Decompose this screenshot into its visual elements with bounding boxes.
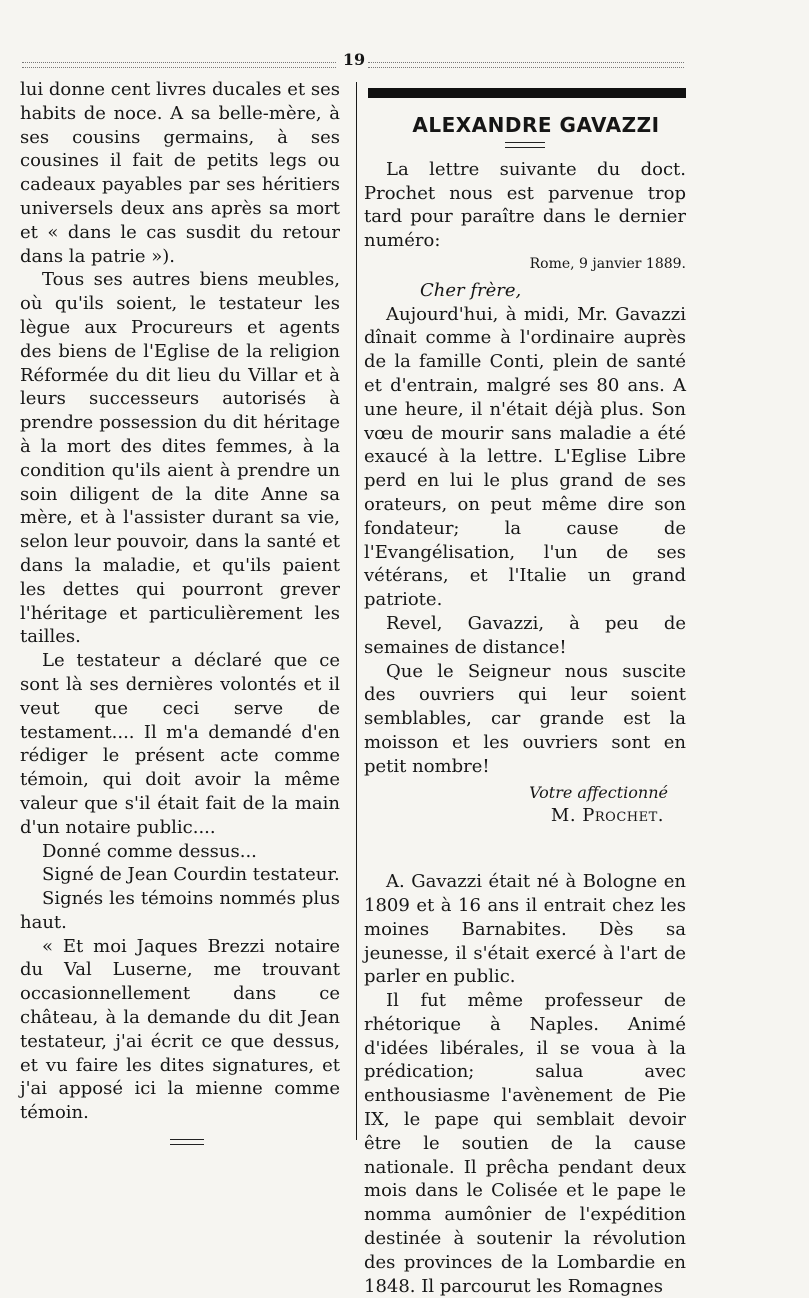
- letter-signoff: Votre affectionné: [529, 782, 668, 802]
- article-title: ALEXANDRE GAVAZZI: [412, 113, 660, 137]
- article-intro: La lettre suivante du doct. Prochet nous est parvenue trop tard pour paraître dans le dernier numéro:: [364, 158, 686, 252]
- letter-salutation: Cher frère,: [420, 279, 522, 301]
- page-number: 19: [342, 50, 366, 69]
- section-separator-bar: [368, 88, 686, 98]
- left-paragraph-5: Signé de Jean Courdin testateur.: [42, 864, 340, 886]
- letter-paragraph-3: Que le Seigneur nous suscite des ouvriers qui leur soient semblables, car grande est la moisson et les ouvriers sont en petit nombre!: [364, 660, 686, 777]
- end-of-section-mark: [170, 1139, 204, 1145]
- bio-paragraph-2: Il fut même professeur de rhétorique à Naples. Animé d'idées libérales, il se voua à la prédication; salua avec enthousiasme l'avènement de Pie IX, le pape qui semblait devoir être le soutien de la cause nationale. Il prêcha pendant deux mois dans le Colisée et le pape le nomma aumônier de l'expédition destinée à soutenir la révolution des provinces de la Lombardie en 1848. Il parcourut les Romagnes: [364, 990, 686, 1297]
- left-paragraph-4: Donné comme dessus...: [42, 840, 257, 862]
- right-column: [364, 78, 686, 1298]
- left-paragraph-1: lui donne cent livres ducales et ses habits de noce. A sa belle-mère, à ses cousins germains, à ses cousines il fait de petits legs ou cadeaux payables par ses héritiers universels deux ans après sa mort et « dans le cas susdit du retour dans la patrie »).: [20, 79, 340, 267]
- bio-paragraph-1: A. Gavazzi était né à Bologne en 1809 et à 16 ans il entrait chez les moines Barnabites. Dès sa jeunesse, il s'était exercé à l'art de parler en public.: [364, 871, 686, 988]
- section-gap: [364, 828, 686, 870]
- header-rule-left: [22, 62, 336, 68]
- column-divider: [356, 82, 357, 1140]
- left-paragraph-2: Tous ses autres biens meubles, où qu'ils soient, le testateur les lègue aux Procureurs et agents des biens de l'Eglise de la religion Réformée du dit lieu du Villar et à leurs successeurs autorisés à prendre possession du dit héritage à la mort des dites femmes, à la condition qu'ils aient à prendre un soin diligent de la dite Anne sa mère, et à l'assister durant sa vie, selon leur pouvoir, dans la santé et dans la maladie, et qu'ils paient les dettes qui pourront grever l'héritage et particulièrement les tailles.: [20, 269, 340, 648]
- letter-dateline: Rome, 9 janvier 1889.: [529, 255, 686, 272]
- left-paragraph-3: Le testateur a déclaré que ce sont là ses dernières volontés et il veut que ceci serve de testament.... Il m'a demandé d'en rédiger le présent acte comme témoin, qui doit avoir la même valeur que s'il était fait de la main d'un notaire public....: [20, 650, 340, 838]
- title-double-rule: [505, 142, 545, 148]
- left-column: [20, 78, 340, 1145]
- letter-paragraph-1: Aujourd'hui, à midi, Mr. Gavazzi dînait comme à l'ordinaire auprès de la famille Conti, plein de santé et d'entrain, malgré ses 80 ans. A une heure, il n'était déjà plus. Son vœu de mourir sans maladie a été exaucé à la lettre. L'Eglise Libre perd en lui le plus grand de ses orateurs, on peut même dire son fondateur; la cause de l'Evangélisation, l'un de ses vétérans, et l'Italie un grand patriote.: [364, 303, 686, 611]
- left-paragraph-6: Signés les témoins nommés plus haut.: [20, 888, 340, 933]
- header-rule-right: [368, 62, 684, 68]
- left-paragraph-7: « Et moi Jaques Brezzi notaire du Val Luserne, me trouvant occasionnellement dans ce château, à la demande du dit Jean testateur, j'ai écrit ce que dessus, et vu faire les dites signatures, et j'ai apposé ici la mienne comme témoin.: [20, 935, 340, 1124]
- letter-signature: M. Prochet.: [550, 805, 664, 827]
- letter-paragraph-2: Revel, Gavazzi, à peu de semaines de distance!: [364, 612, 686, 658]
